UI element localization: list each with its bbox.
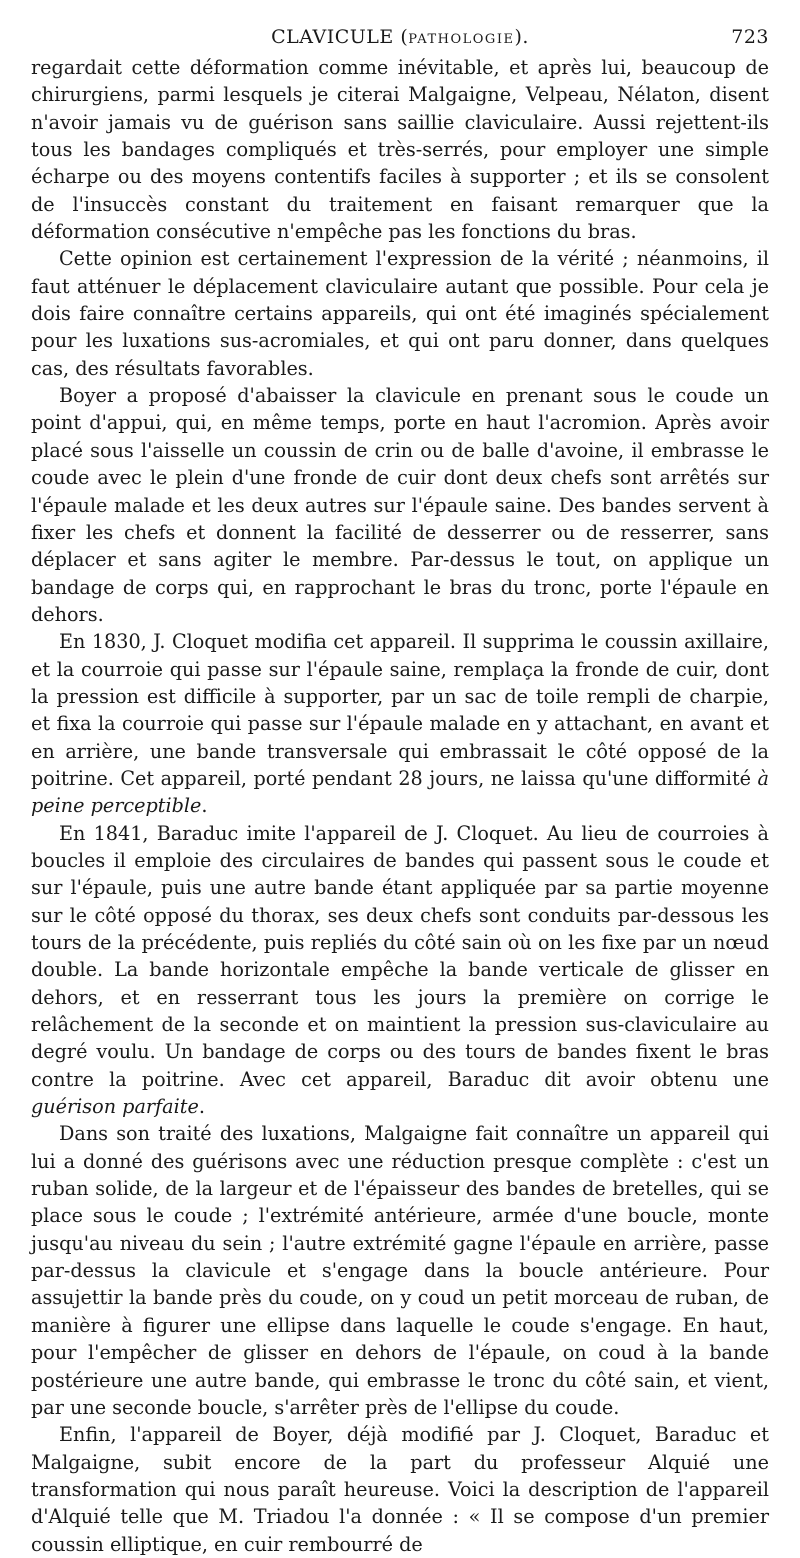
paragraph-text: Dans son traité des luxations, Malgaigne fait connaître un appareil qui lui a donné des guérisons avec une réduction presque complète : c'est un ruban solide, de la largeur et de l'épaisseur des bandes de bretelles, qui se place sous le coude ; l'extrémité antérieure, armée d'une boucle, monte jusqu'au niveau du sein ; l'autre extrémité gagne l'épaule en arrière, passe par-dessus la clavicule et s'engage dans la boucle antérieure. Pour assujettir la bande près du coude, on y coud un petit morceau de ruban, de manière à figurer une ellipse dans laquelle le coude s'engage. En haut, pour l'empêcher de glisser en dehors de l'épaule, on coud à la bande postérieure une autre bande, qui embrasse le tronc du côté sain, et vient, par une seconde boucle, s'arrêter près de l'ellipse du coude. xyxy=(31,1122,769,1419)
paragraph-text: regardait cette déformation comme inévitable, et après lui, beaucoup de chirurgiens, parmi lesquels je citerai Malgaigne, Velpeau, Nélaton, disent n'avoir jamais vu de guérison sans saillie claviculaire. Aussi rejettent-ils tous les bandages compliqués et très-serrés, pour employer une simple écharpe ou des moyens contentifs faciles à supporter ; et ils se consolent de l'insuccès constant du traitement en faisant remarquer que la déformation consécutive n'empêche pas les fonctions du bras. xyxy=(31,56,769,244)
paragraph-text: En 1841, Baraduc imite l'appareil de J. Cloquet. Au lieu de courroies à boucles il emploie des circulaires de bandes qui passent sous le coude et sur l'épaule, puis une autre bande étant appliquée par sa partie moyenne sur le côté opposé du thorax, ses deux chefs sont conduits par-dessous les tours de la précédente, puis repliés du côté sain où on les fixe par un nœud double. La bande horizontale empêche la bande verticale de glisser en dehors, et en resserrant tous les jours la première on corrige le relâchement de la seconde et on maintient la pression sus-claviculaire au degré voulu. Un bandage de corps ou des tours de bandes fixent le bras contre la poitrine. Avec cet appareil, Baraduc dit avoir obtenu une xyxy=(31,821,769,1091)
emphasis-text: guérison parfaite xyxy=(31,1095,199,1119)
paragraph-tail: . xyxy=(201,794,208,818)
running-title xyxy=(31,26,769,48)
running-title-end: ). xyxy=(514,26,529,48)
paragraph xyxy=(31,1120,769,1421)
body-text xyxy=(31,54,769,1558)
emphasis-text: à peine perceptible xyxy=(31,766,769,818)
paragraph-tail: . xyxy=(198,1095,205,1119)
running-title-subject: PATHOLOGIE xyxy=(408,32,515,47)
paragraph xyxy=(31,820,769,1121)
paragraph xyxy=(31,628,769,819)
running-title-main: CLAVICULE ( xyxy=(271,26,409,48)
page-number: 723 xyxy=(731,26,769,48)
paragraph xyxy=(31,54,769,245)
paragraph-text: Boyer a proposé d'abaisser la clavicule en prenant sous le coude un point d'appui, qui, en même temps, porte en haut l'acromion. Après avoir placé sous l'aisselle un coussin de crin ou de balle d'avoine, il embrasse le coude avec le plein d'une fronde de cuir dont deux chefs sont arrêtés sur l'épaule malade et les deux autres sur l'épaule saine. Des bandes servent à fixer les chefs et donnent la facilité de desserrer ou de resserrer, sans déplacer et sans agiter le membre. Par-dessus le tout, on applique un bandage de corps qui, en rapprochant le bras du tronc, porte l'épaule en dehors. xyxy=(31,384,769,626)
paragraph xyxy=(31,245,769,382)
running-header xyxy=(31,18,769,54)
paragraph xyxy=(31,1421,769,1558)
paragraph-text: Enfin, l'appareil de Boyer, déjà modifié par J. Cloquet, Baraduc et Malgaigne, subit encore de la part du professeur Alquié une transformation qui nous paraît heureuse. Voici la description de l'appareil d'Alquié telle que M. Triadou l'a donnée : « Il se compose d'un premier coussin elliptique, en cuir rembourré de xyxy=(31,1423,769,1556)
paragraph xyxy=(31,382,769,628)
paragraph-text: Cette opinion est certainement l'expression de la vérité ; néanmoins, il faut atténuer le déplacement claviculaire autant que possible. Pour cela je dois faire connaître certains appareils, qui ont été imaginés spécialement pour les luxations sus-acromiales, et qui ont paru donner, dans quelques cas, des résultats favorables. xyxy=(31,247,769,380)
document-page xyxy=(31,18,769,1558)
paragraph-text: En 1830, J. Cloquet modifia cet appareil. Il supprima le coussin axillaire, et la courroie qui passe sur l'épaule saine, remplaça la fronde de cuir, dont la pression est difficile à supporter, par un sac de toile rempli de charpie, et fixa la courroie qui passe sur l'épaule malade en y attachant, en avant et en arrière, une bande transversale qui embrassait le côté opposé de la poitrine. Cet appareil, porté pendant 28 jours, ne laissa qu'une difformité xyxy=(31,630,769,790)
